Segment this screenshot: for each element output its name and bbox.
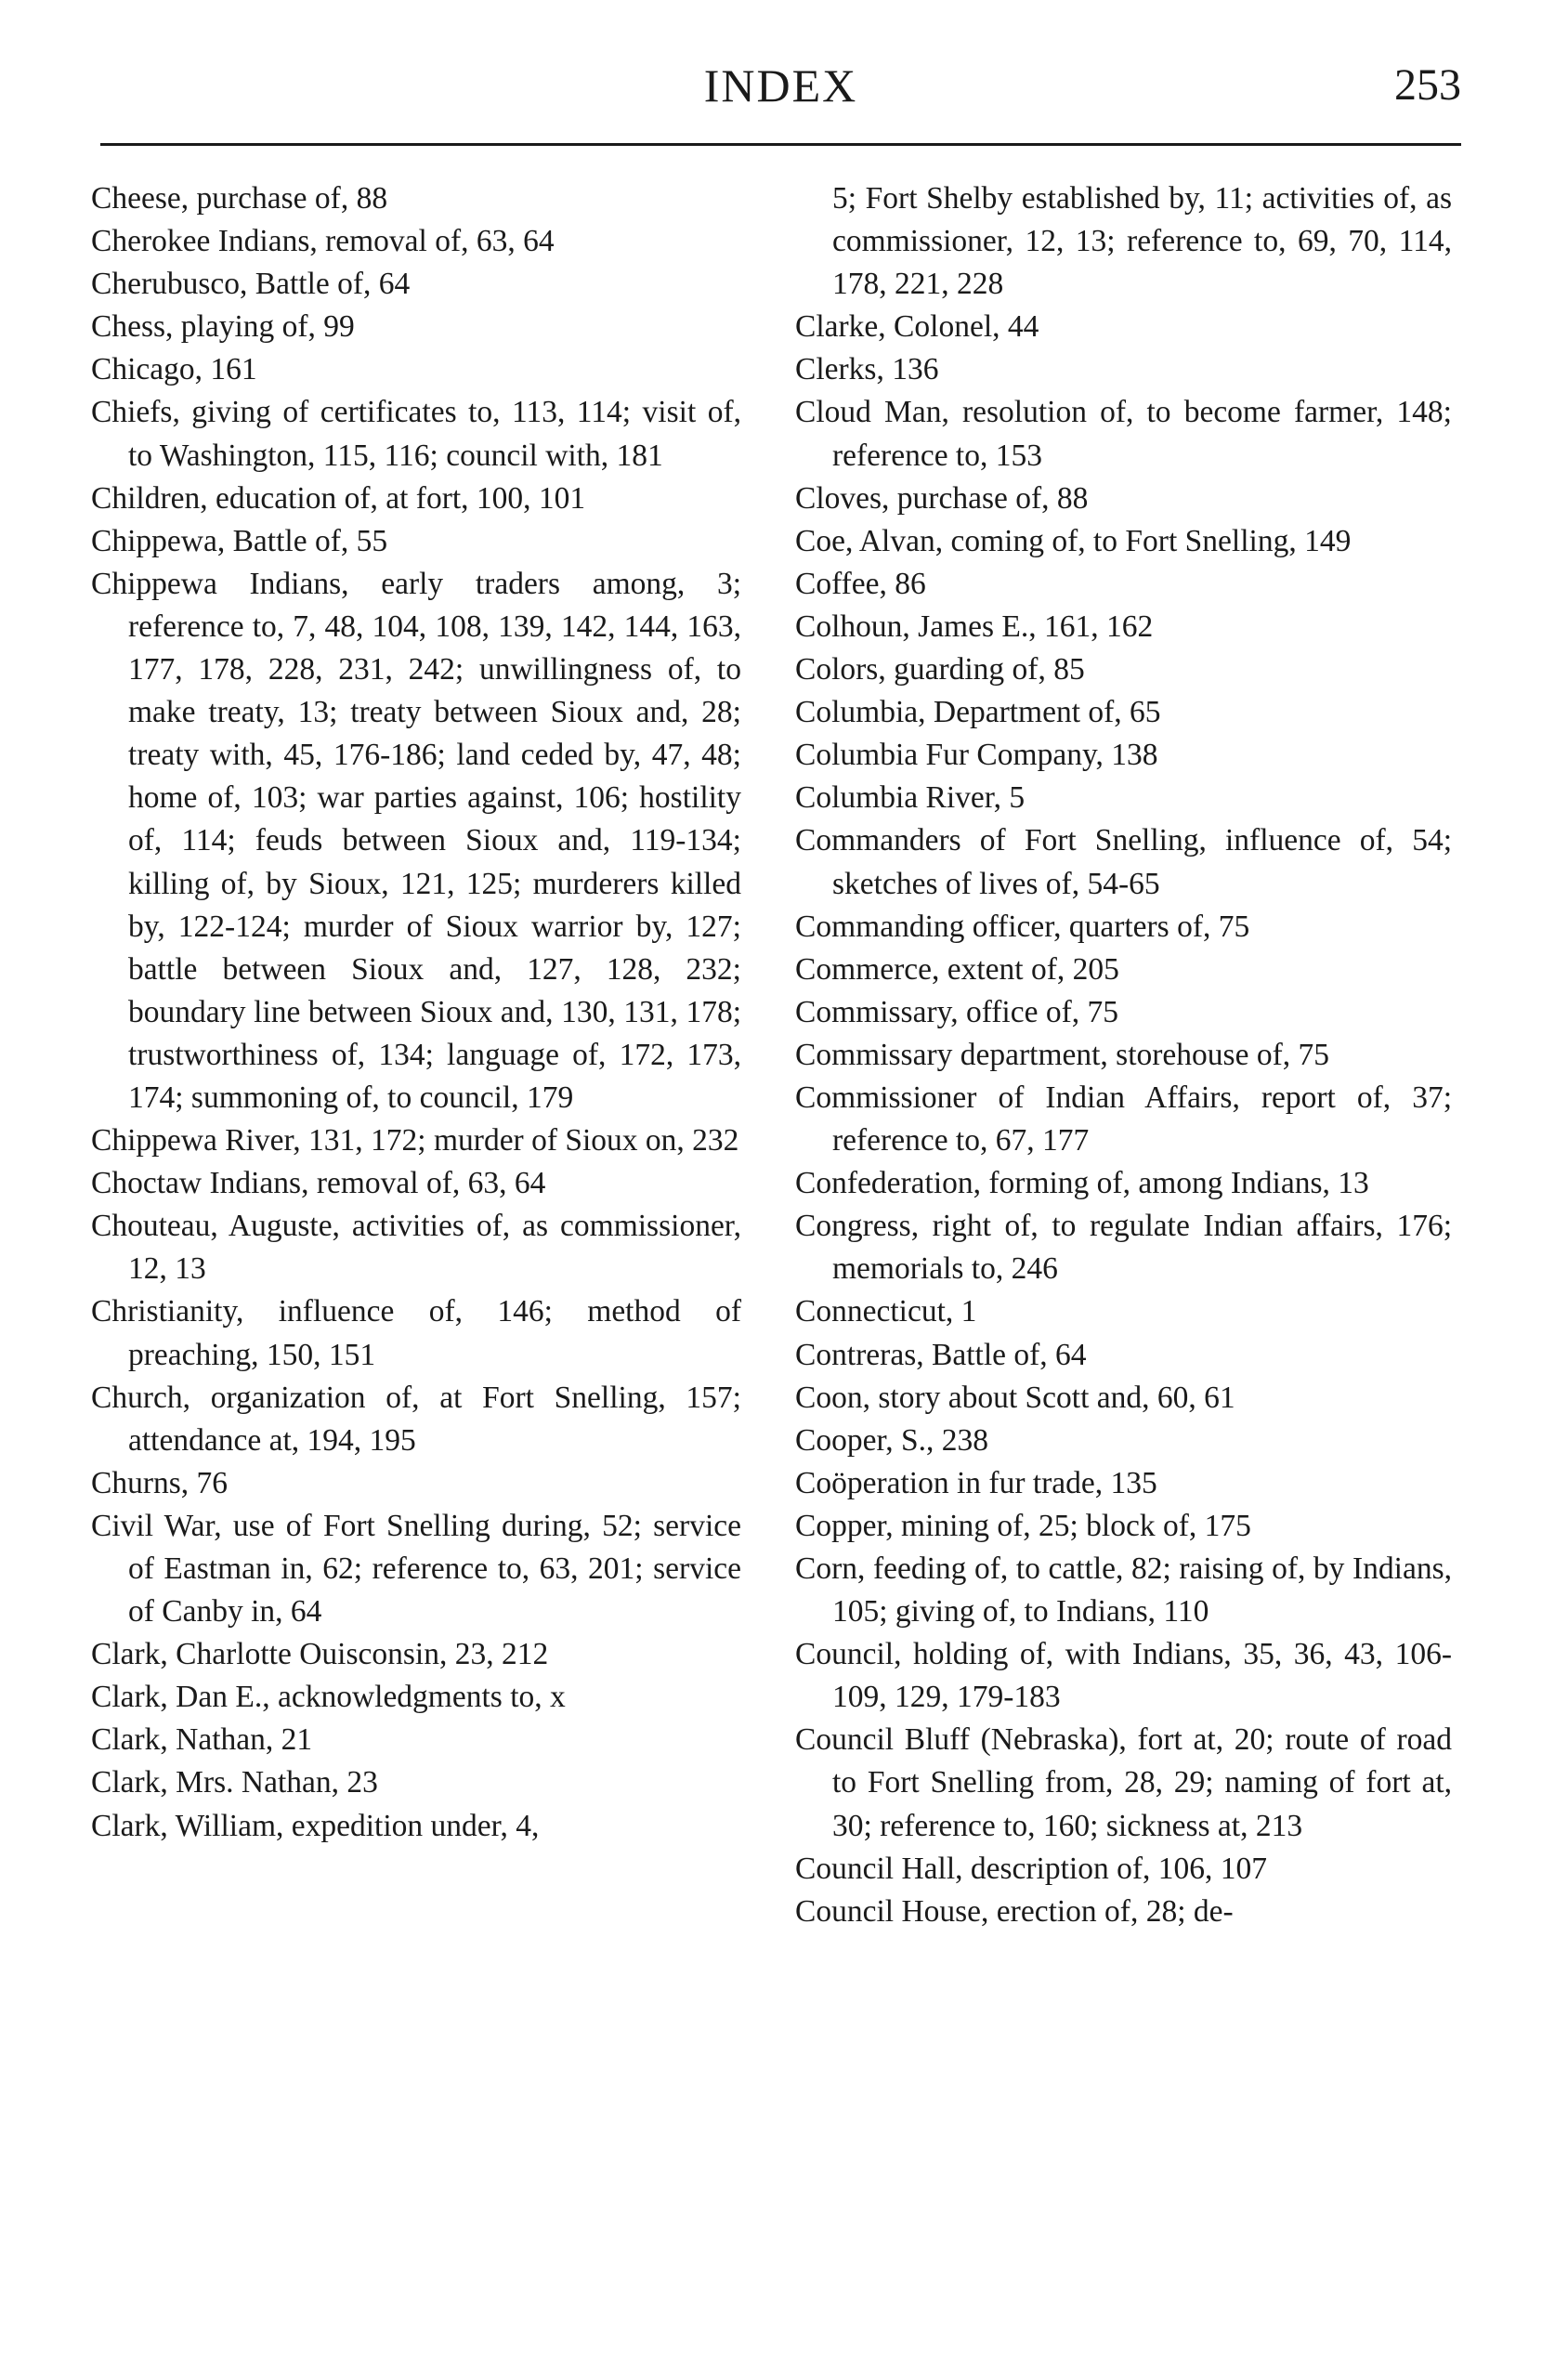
index-entry: Commissary department, storehouse of, 75 — [795, 1037, 1329, 1072]
index-entry: Clark, Mrs. Nathan, 23 — [91, 1765, 378, 1800]
index-entry: Council Bluff (Nebraska), fort at, 20; route of road to Fort Snelling from, 28, 29; naming of fort at, 30; reference to, 160; sickness at, 213 — [795, 1722, 1452, 1843]
index-entry: Church, organization of, at Fort Snelling, 157; attendance at, 194, 195 — [91, 1380, 741, 1458]
index-entry: Council House, erection of, 28; de- — [795, 1893, 1234, 1929]
index-entry: Confederation, forming of, among Indians, 13 — [795, 1166, 1369, 1201]
index-entry: Commanders of Fort Snelling, influence of, 54; sketches of lives of, 54-65 — [795, 823, 1452, 901]
page-number: 253 — [1394, 60, 1461, 110]
page-header — [100, 58, 1461, 113]
index-entry: Commissioner of Indian Affairs, report of, 37; reference to, 67, 177 — [795, 1080, 1452, 1158]
index-entry: Corn, feeding of, to cattle, 82; raising of, by Indians, 105; giving of, to Indians, 110 — [795, 1551, 1452, 1630]
index-entry: Congress, right of, to regulate Indian affairs, 176; memorials to, 246 — [795, 1209, 1452, 1287]
index-entry: Council, holding of, with Indians, 35, 36, 43, 106-109, 129, 179-183 — [795, 1637, 1452, 1715]
index-entry: Choctaw Indians, removal of, 63, 64 — [91, 1166, 546, 1201]
index-entry: Chiefs, giving of certificates to, 113, 114; visit of, to Washington, 115, 116; council with, 181 — [91, 395, 741, 473]
index-entry: Cherubusco, Battle of, 64 — [91, 267, 411, 302]
index-entry: Commanding officer, quarters of, 75 — [795, 909, 1250, 944]
index-entry: Columbia, Department of, 65 — [795, 695, 1161, 730]
index-entry: Commerce, extent of, 205 — [795, 951, 1119, 987]
index-entry: Clark, Charlotte Ouisconsin, 23, 212 — [91, 1637, 549, 1672]
index-entry: Chess, playing of, 99 — [91, 309, 355, 345]
index-entry: Copper, mining of, 25; block of, 175 — [795, 1508, 1251, 1543]
index-entry: Cooper, S., 238 — [795, 1422, 989, 1458]
index-entry: Clark, Dan E., acknowledgments to, x — [91, 1680, 566, 1715]
index-entry: Colhoun, James E., 161, 162 — [795, 609, 1154, 644]
index-entry-continuation: 5; Fort Shelby established by, 11; activities of, as commissioner, 12, 13; reference to, 69, 70, 114, 178, 221, 228 — [832, 181, 1452, 302]
index-column-right — [795, 177, 1452, 1933]
index-entry: Clark, Nathan, 21 — [91, 1722, 313, 1758]
index-entry: Connecticut, 1 — [795, 1294, 977, 1329]
index-entry: Coe, Alvan, coming of, to Fort Snelling, 149 — [795, 523, 1352, 558]
index-entry: Coöperation in fur trade, 135 — [795, 1465, 1157, 1500]
running-head-title: INDEX — [703, 59, 858, 111]
index-entry: Chicago, 161 — [91, 352, 257, 387]
index-entry: Churns, 76 — [91, 1465, 229, 1500]
index-entry: Commissary, office of, 75 — [795, 994, 1118, 1029]
index-entry: Columbia Fur Company, 138 — [795, 738, 1158, 773]
index-entry: Clark, William, expedition under, 4, — [91, 1808, 540, 1843]
index-entry: Chippewa River, 131, 172; murder of Sioux on, 232 — [91, 1123, 739, 1158]
index-entry: Children, education of, at fort, 100, 101 — [91, 480, 586, 516]
index-entry: Council Hall, description of, 106, 107 — [795, 1851, 1268, 1886]
index-entry: Clerks, 136 — [795, 352, 939, 387]
header-rule — [100, 143, 1461, 146]
index-entry: Coon, story about Scott and, 60, 61 — [795, 1380, 1235, 1415]
index-entry: Chouteau, Auguste, activities of, as commissioner, 12, 13 — [91, 1209, 741, 1287]
index-entry: Cloud Man, resolution of, to become farmer, 148; reference to, 153 — [795, 395, 1452, 473]
index-entry: Cloves, purchase of, 88 — [795, 480, 1089, 516]
index-entry: Christianity, influence of, 146; method of preaching, 150, 151 — [91, 1294, 741, 1372]
index-column-left — [91, 177, 741, 1848]
index-entry: Columbia River, 5 — [795, 780, 1026, 816]
index-entry: Cheese, purchase of, 88 — [91, 181, 388, 216]
index-entry: Chippewa, Battle of, 55 — [91, 523, 388, 558]
index-entry: Clarke, Colonel, 44 — [795, 309, 1039, 345]
index-entry: Colors, guarding of, 85 — [795, 652, 1085, 687]
index-entry: Contreras, Battle of, 64 — [795, 1337, 1087, 1372]
index-entry: Civil War, use of Fort Snelling during, 52; service of Eastman in, 62; reference to, 63, 201; service of Canby in, 64 — [91, 1508, 741, 1630]
index-entry: Chippewa Indians, early traders among, 3; reference to, 7, 48, 104, 108, 139, 142, 144, 163, 177, 178, 228, 231, 242; unwillingness of, to make treaty, 13; treaty between Sioux and, 28; treaty with, 45, 176-186; land ceded by, 47, 48; home of, 103; war parties against, 106; hostility of, 114; feuds between Sioux and, 119-134; killing of, by Sioux, 121, 125; murderers killed by, 122-124; murder of Sioux warrior by, 127; battle between Sioux and, 127, 128, 232; boundary line between Sioux and, 130, 131, 178; trustworthiness of, 134; language of, 172, 173, 174; summoning of, to council, 179 — [91, 566, 741, 1115]
index-entry: Coffee, 86 — [795, 566, 926, 601]
index-entry: Cherokee Indians, removal of, 63, 64 — [91, 224, 555, 259]
